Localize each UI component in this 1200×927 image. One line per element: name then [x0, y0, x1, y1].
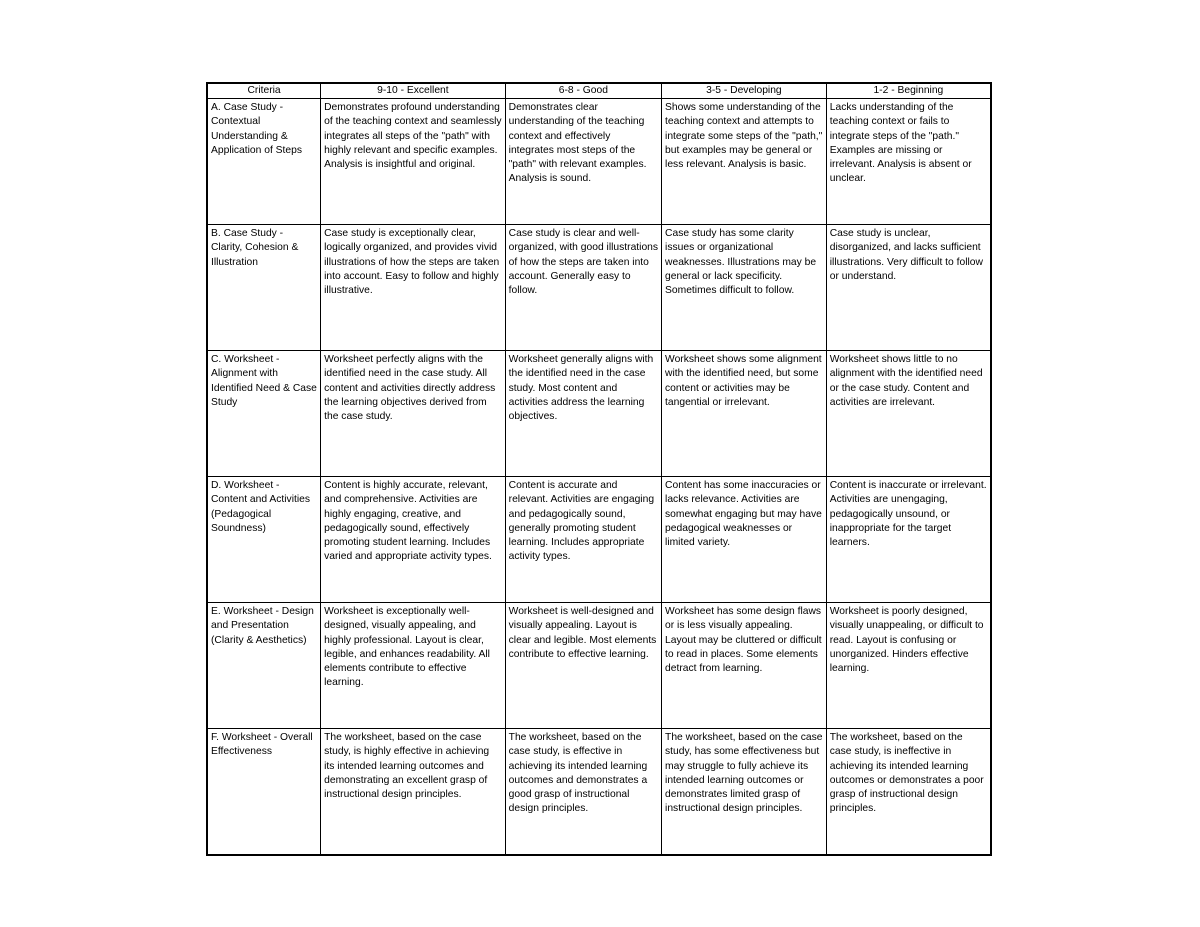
header-criteria: Criteria	[207, 83, 321, 99]
beginning-cell: Worksheet is poorly designed, visually unappealing, or difficult to read. Layout is confusing or unorganized. Hinders effective learning.	[826, 603, 991, 729]
developing-cell: Worksheet has some design flaws or is less visually appealing. Layout may be cluttered or difficult to read in places. Some elements detract from learning.	[662, 603, 827, 729]
criteria-cell: E. Worksheet - Design and Presentation (Clarity & Aesthetics)	[207, 603, 321, 729]
excellent-cell: Content is highly accurate, relevant, and comprehensive. Activities are highly engaging, creative, and pedagogically sound, effectively promoting student learning. Includes varied and appropriate activity types.	[321, 477, 506, 603]
beginning-cell: Worksheet shows little to no alignment with the identified need or the case study. Content and activities are irrelevant.	[826, 351, 991, 477]
table-row	[207, 603, 991, 729]
rubric-table	[206, 82, 992, 856]
good-cell: Worksheet generally aligns with the identified need in the case study. Most content and activities address the learning objectives.	[505, 351, 661, 477]
developing-cell: Shows some understanding of the teaching context and attempts to integrate some steps of the "path," but examples may be general or less relevant. Analysis is basic.	[662, 99, 827, 225]
good-cell: Content is accurate and relevant. Activities are engaging and pedagogically sound, generally promoting student learning. Includes appropriate activity types.	[505, 477, 661, 603]
excellent-cell: Worksheet perfectly aligns with the identified need in the case study. All content and activities directly address the learning objectives derived from the case study.	[321, 351, 506, 477]
excellent-cell: Case study is exceptionally clear, logically organized, and provides vivid illustrations of how the steps are taken into account. Easy to follow and highly illustrative.	[321, 225, 506, 351]
beginning-cell: Case study is unclear, disorganized, and lacks sufficient illustrations. Very difficult to follow or understand.	[826, 225, 991, 351]
table-row	[207, 99, 991, 225]
good-cell: Case study is clear and well-organized, with good illustrations of how the steps are taken into account. Generally easy to follow.	[505, 225, 661, 351]
header-developing: 3-5 - Developing	[662, 83, 827, 99]
header-good: 6-8 - Good	[505, 83, 661, 99]
beginning-cell: Lacks understanding of the teaching context or fails to integrate steps of the "path." Examples are missing or irrelevant. Analysis is absent or unclear.	[826, 99, 991, 225]
table-row	[207, 225, 991, 351]
excellent-cell: Worksheet is exceptionally well-designed, visually appealing, and highly professional. Layout is clear, legible, and enhances readability. All elements contribute to effective learning.	[321, 603, 506, 729]
table-row	[207, 351, 991, 477]
header-row	[207, 83, 991, 99]
criteria-cell: A. Case Study - Contextual Understanding & Application of Steps	[207, 99, 321, 225]
good-cell: Demonstrates clear understanding of the teaching context and effectively integrates most steps of the "path" with relevant examples. Analysis is sound.	[505, 99, 661, 225]
good-cell: Worksheet is well-designed and visually appealing. Layout is clear and legible. Most elements contribute to effective learning.	[505, 603, 661, 729]
developing-cell: Content has some inaccuracies or lacks relevance. Activities are somewhat engaging but may have pedagogical weaknesses or limited variety.	[662, 477, 827, 603]
header-excellent: 9-10 - Excellent	[321, 83, 506, 99]
header-beginning: 1-2 - Beginning	[826, 83, 991, 99]
developing-cell: Case study has some clarity issues or organizational weaknesses. Illustrations may be general or lack specificity. Sometimes difficult to follow.	[662, 225, 827, 351]
table-row	[207, 729, 991, 856]
criteria-cell: F. Worksheet - Overall Effectiveness	[207, 729, 321, 856]
good-cell: The worksheet, based on the case study, is effective in achieving its intended learning outcomes and demonstrates a good grasp of instructional design principles.	[505, 729, 661, 856]
developing-cell: The worksheet, based on the case study, has some effectiveness but may struggle to fully achieve its intended learning outcomes or demonstrates limited grasp of instructional design principles.	[662, 729, 827, 856]
criteria-cell: B. Case Study - Clarity, Cohesion & Illustration	[207, 225, 321, 351]
beginning-cell: The worksheet, based on the case study, is ineffective in achieving its intended learning outcomes or demonstrates a poor grasp of instructional design principles.	[826, 729, 991, 856]
developing-cell: Worksheet shows some alignment with the identified need, but some content or activities may be tangential or irrelevant.	[662, 351, 827, 477]
criteria-cell: C. Worksheet - Alignment with Identified Need & Case Study	[207, 351, 321, 477]
criteria-cell: D. Worksheet - Content and Activities (Pedagogical Soundness)	[207, 477, 321, 603]
table-row	[207, 477, 991, 603]
excellent-cell: Demonstrates profound understanding of the teaching context and seamlessly integrates all steps of the "path" with highly relevant and specific examples. Analysis is insightful and original.	[321, 99, 506, 225]
beginning-cell: Content is inaccurate or irrelevant. Activities are unengaging, pedagogically unsound, or inappropriate for the target learners.	[826, 477, 991, 603]
excellent-cell: The worksheet, based on the case study, is highly effective in achieving its intended learning outcomes and demonstrating an excellent grasp of instructional design principles.	[321, 729, 506, 856]
